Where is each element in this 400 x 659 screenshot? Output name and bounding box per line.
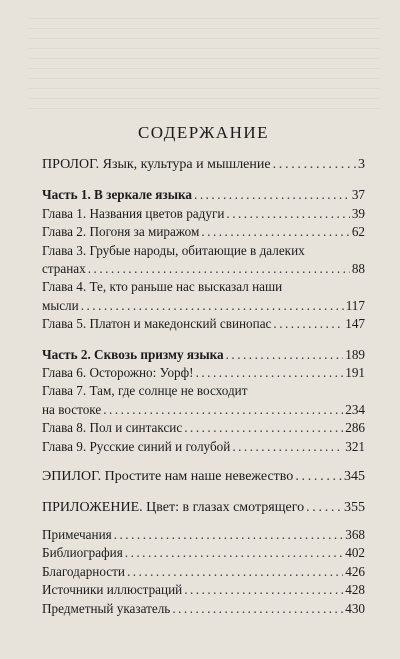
- leader-dots: [184, 581, 343, 599]
- toc-entry-chapter-8: [42, 419, 365, 437]
- entry-title: Глава 9. Русские синий и голубой: [42, 438, 231, 454]
- entry-title: Глава 5. Платон и македонский свинопас: [42, 316, 272, 332]
- leader-dots: [103, 401, 343, 419]
- entry-title: Благодарности: [42, 563, 125, 579]
- leader-dots: [306, 499, 342, 517]
- toc-entry-prolog: [42, 156, 365, 174]
- leader-dots: [196, 364, 344, 382]
- leader-dots: [273, 315, 343, 333]
- toc-entry-part-2: [42, 346, 365, 364]
- entry-page: 286: [345, 420, 365, 436]
- toc-entry-chapter-7: [42, 401, 365, 419]
- leader-dots: [226, 346, 344, 364]
- entry-title: ЭПИЛОГ. Простите нам наше невежество: [42, 469, 294, 485]
- entry-title: мысли: [42, 297, 79, 313]
- entry-title: ПРОЛОГ. Язык, культура и мышление: [42, 157, 271, 172]
- toc-entry-chapter-3-line1: Глава 3. Грубые народы, обитающие в далеких: [42, 242, 305, 258]
- entry-page: 426: [345, 563, 365, 579]
- entry-title: на востоке: [42, 401, 102, 417]
- toc-page: [42, 123, 365, 618]
- toc-entry-illustration-sources: [42, 581, 365, 599]
- toc-entry-chapter-4-line1: Глава 4. Те, кто раньше нас высказал наши: [42, 279, 283, 295]
- entry-page: 189: [345, 346, 365, 362]
- leader-dots: [201, 223, 349, 241]
- bleed-through-text: [28, 18, 380, 113]
- leader-dots: [273, 156, 356, 174]
- entry-page: 117: [345, 297, 365, 313]
- entry-title: Часть 2. Сквозь призму языка: [42, 346, 224, 362]
- entry-title: Часть 1. В зеркале языка: [42, 187, 193, 203]
- leader-dots: [81, 297, 344, 315]
- toc-entry-notes: [42, 526, 365, 544]
- entry-page: 88: [351, 261, 365, 277]
- toc-entry-chapter-5: [42, 315, 365, 333]
- entry-title: Глава 6. Осторожно: Уорф!: [42, 365, 194, 381]
- entry-page: 368: [345, 526, 365, 542]
- toc-entry-chapter-9: [42, 438, 365, 456]
- entry-page: 345: [344, 469, 365, 485]
- toc-entry-epilog: [42, 468, 365, 486]
- entry-page: 147: [345, 316, 365, 332]
- toc-heading: СОДЕРЖАНИЕ: [137, 123, 270, 142]
- leader-dots: [125, 544, 343, 562]
- toc-entry-part-1: [42, 186, 365, 204]
- toc-entry-subject-index: [42, 600, 365, 618]
- toc-entry-chapter-3: [42, 260, 365, 278]
- entry-title: Глава 8. Пол и синтаксис: [42, 420, 183, 436]
- entry-title: Глава 1. Названия цветов радуги: [42, 205, 225, 221]
- entry-title: Источники иллюстраций: [42, 582, 183, 598]
- toc-entry-chapter-4: [42, 297, 365, 315]
- entry-page: 62: [351, 224, 365, 240]
- entry-page: 428: [345, 582, 365, 598]
- toc-entry-acknowledgements: [42, 563, 365, 581]
- entry-page: 430: [345, 600, 365, 616]
- entry-page: 321: [345, 438, 365, 454]
- toc-entry-chapter-1: [42, 205, 365, 223]
- leader-dots: [172, 600, 343, 618]
- entry-title: ПРИЛОЖЕНИЕ. Цвет: в глазах смотрящего: [42, 499, 305, 515]
- leader-dots: [114, 526, 344, 544]
- toc-entry-appendix: [42, 499, 365, 517]
- toc-entry-chapter-7-line1: Глава 7. Там, где солнце не восходит: [42, 383, 248, 399]
- toc-entry-bibliography: [42, 544, 365, 562]
- entry-title: странах: [42, 261, 86, 277]
- leader-dots: [127, 563, 343, 581]
- entry-title: Библиография: [42, 545, 123, 561]
- leader-dots: [295, 468, 342, 486]
- entry-title: Глава 2. Погоня за миражом: [42, 224, 200, 240]
- leader-dots: [88, 260, 350, 278]
- leader-dots: [232, 438, 343, 456]
- entry-page: 234: [345, 401, 365, 417]
- toc-entry-chapter-2: [42, 223, 365, 241]
- entry-page: 3: [358, 157, 365, 172]
- leader-dots: [226, 205, 349, 223]
- entry-page: 191: [345, 365, 365, 381]
- entry-page: 402: [345, 545, 365, 561]
- entry-title: Предметный указатель: [42, 600, 171, 616]
- leader-dots: [194, 186, 350, 204]
- entry-title: Примечания: [42, 526, 112, 542]
- leader-dots: [184, 419, 343, 437]
- toc-entry-chapter-6: [42, 364, 365, 382]
- entry-page: 39: [351, 205, 365, 221]
- entry-page: 355: [344, 499, 365, 515]
- entry-page: 37: [351, 187, 365, 203]
